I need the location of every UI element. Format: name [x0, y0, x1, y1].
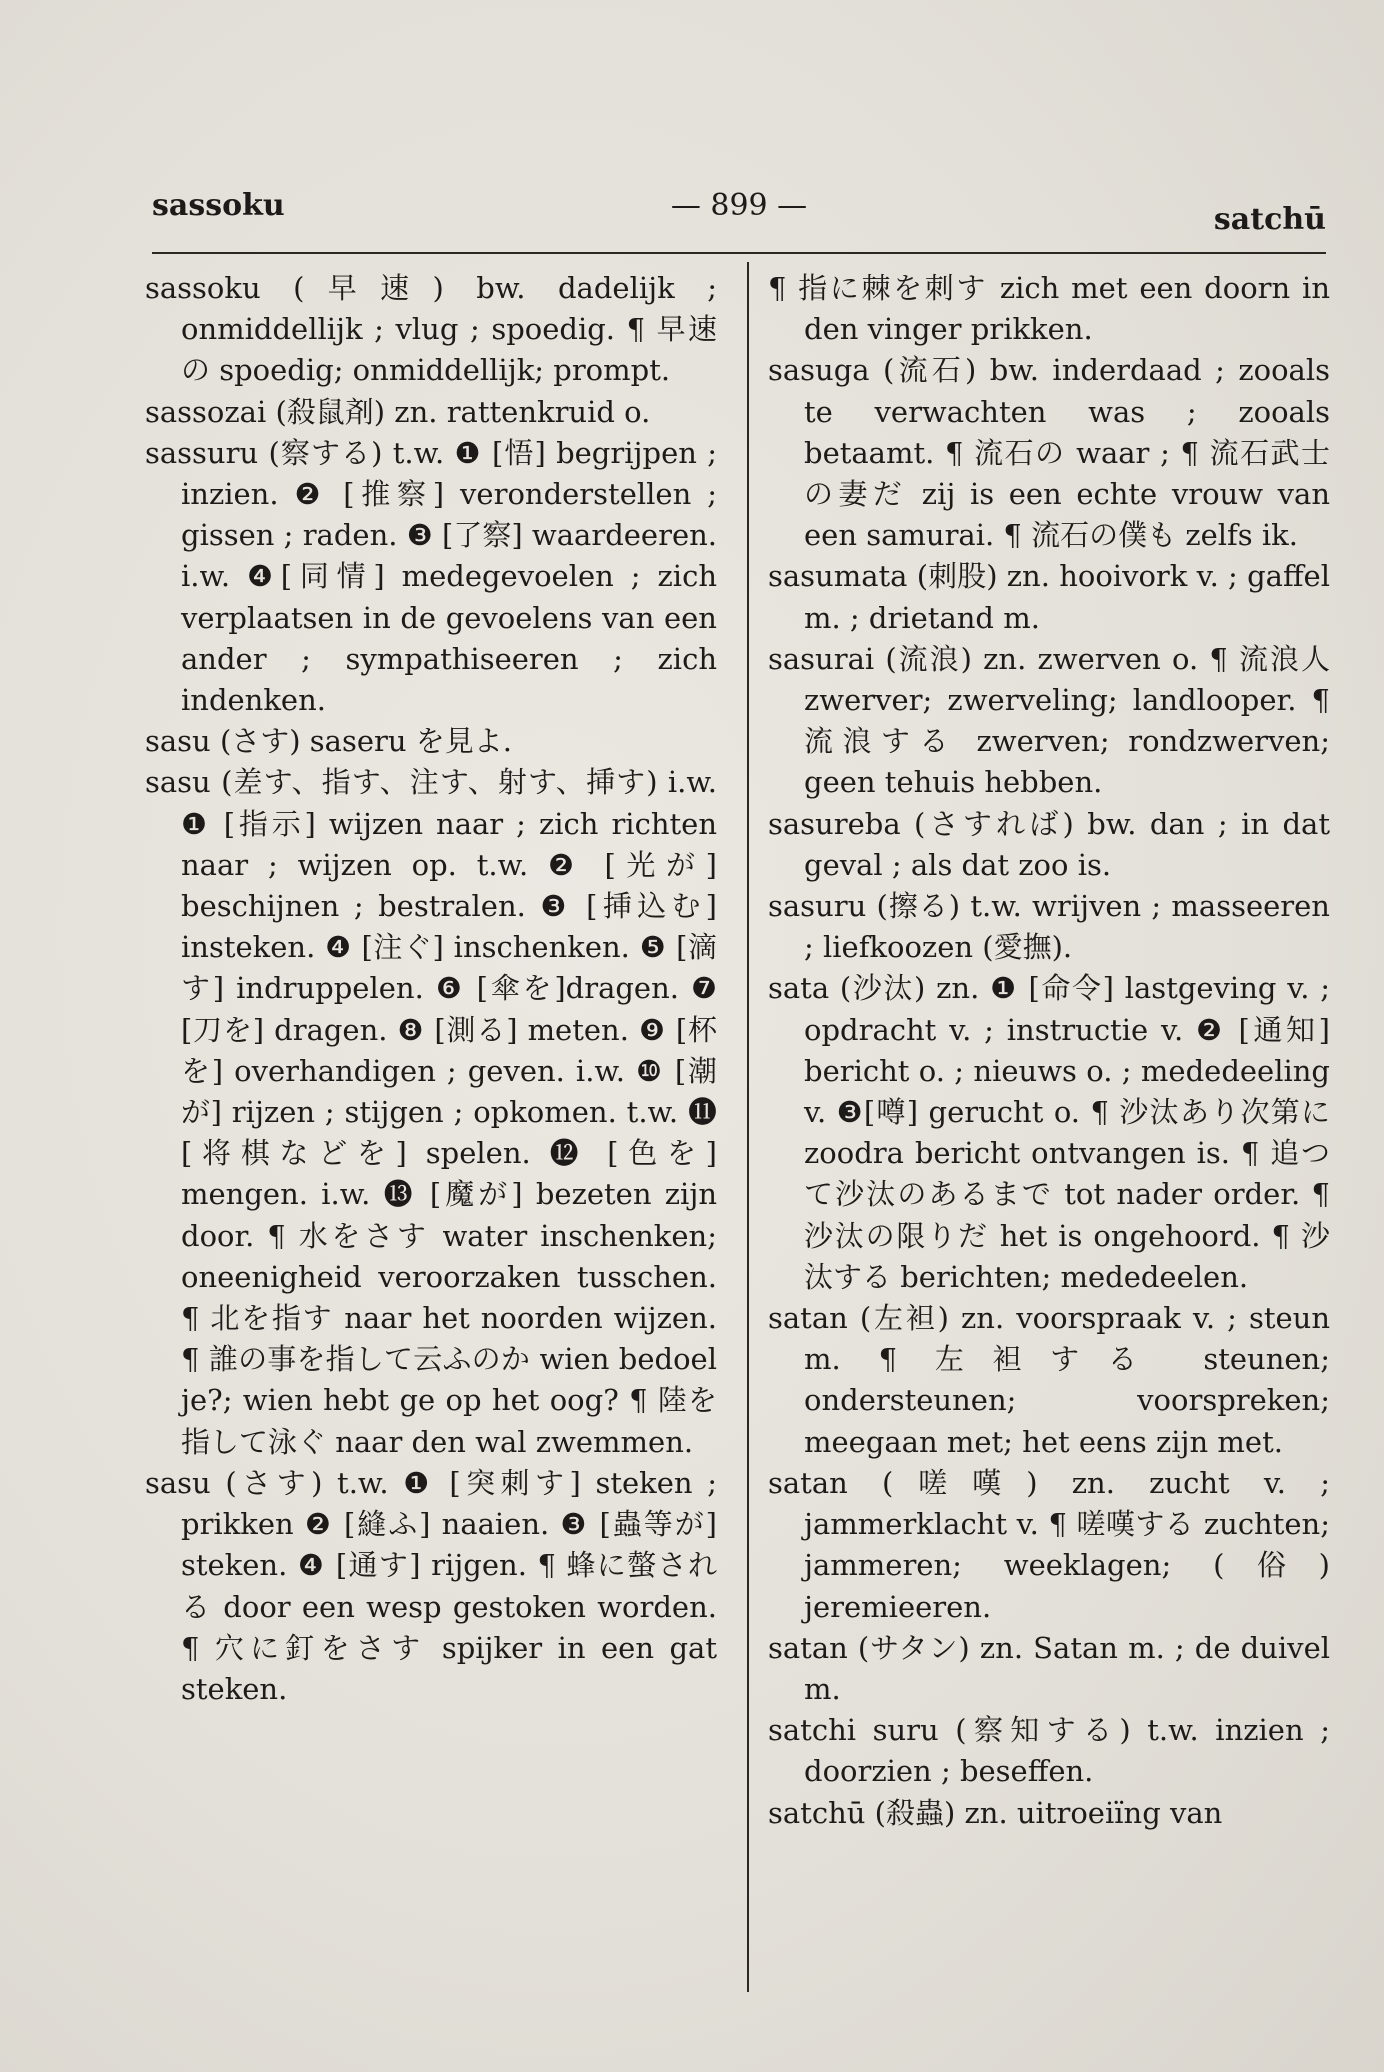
left-guide-word: sassoku: [152, 188, 285, 223]
right-guide-word: satchū: [1213, 202, 1326, 237]
left-column: [145, 268, 717, 1710]
right-column: [768, 268, 1330, 1834]
dictionary-entry: satchi suru (察知する) t.w. inzien ; doorzien ; beseffen.: [768, 1713, 1330, 1789]
dictionary-entry: satan (サタン) zn. Satan m. ; de duivel m.: [768, 1630, 1330, 1706]
dictionary-entry-continued: ¶ 指に棘を刺す zich met een doorn in den vinger prikken.: [768, 271, 1330, 347]
dictionary-entry: sassuru (察する) t.w. ❶ [悟] begrijpen ; inzien. ❷ [推察] veronderstellen ; gissen ; raden. ❸ [了察] waardeeren. i.w. ❹[同情] medegevoelen ; zich verplaatsen in de gevoelens van een ander ; sympathiseeren ; zich indenken.: [145, 435, 717, 718]
dictionary-entry: satan (左袒) zn. voorspraak v. ; steun m. ¶ 左袒する steunen; ondersteunen; voorspreken; meegaan met; het eens zijn met.: [768, 1301, 1330, 1459]
column-divider: [747, 262, 749, 1992]
running-head: [152, 188, 1326, 238]
dictionary-entry: sasuga (流石) bw. inderdaad ; zooals te verwachten was ; zooals betaamt. ¶ 流石の waar ; ¶ 流石武士の妻だ zij is een echte vrouw van een samurai. ¶ 流石の僕も zelfs ik.: [768, 353, 1330, 553]
dictionary-entry: sassozai (殺鼠剤) zn. rattenkruid o.: [145, 394, 651, 429]
dictionary-entry: sasuru (擦る) t.w. wrijven ; masseeren ; liefkoozen (愛撫).: [768, 889, 1330, 965]
dictionary-entry: sata (沙汰) zn. ❶ [命令] lastgeving v. ; opdracht v. ; instructie v. ❷ [通知] bericht o. ; nieuws o. ; mededeeling v. ❸[噂] gerucht o. ¶ 沙汰あり次第に zoodra bericht ontvangen is. ¶ 追つて沙汰のあるまで tot nader order. ¶ 沙汰の限りだ het is ongehoord. ¶ 沙汰する berichten; mededeelen.: [768, 971, 1330, 1294]
page-number: — 899 —: [670, 188, 808, 223]
dictionary-entry: sasu (さす) saseru を見よ.: [145, 724, 512, 759]
dictionary-entry: satchū (殺蟲) zn. uitroeiïng van: [768, 1795, 1223, 1830]
dictionary-entry: sasu (差す、指す、注す、射す、挿す) i.w. ❶ [指示] wijzen naar ; zich richten naar ; wijzen op. t.w. ❷ [光が] beschijnen ; bestralen. ❸ [挿込む] insteken. ❹ [注ぐ] inschenken. ❺ [滴す] indruppelen. ❻ [傘を]dragen. ❼ [刀を] dragen. ❽ [測る] meten. ❾ [杯を] overhandigen ; geven. i.w. ❿ [潮が] rijzen ; stijgen ; opkomen. t.w. ⓫ [将棋などを] spelen. ⓬ [色を] mengen. i.w. ⓭ [魔が] bezeten zijn door. ¶ 水をさす water inschenken; oneenigheid veroorzaken tusschen. ¶ 北を指す naar het noorden wijzen. ¶ 誰の事を指して云ふのか wien bedoel je?; wien hebt ge op het oog? ¶ 陸を指して泳ぐ naar den wal zwemmen.: [145, 765, 717, 1459]
dictionary-entry: sasureba (さすれば) bw. dan ; in dat geval ; als dat zoo is.: [768, 806, 1330, 882]
dictionary-entry: sasurai (流浪) zn. zwerven o. ¶ 流浪人 zwerver; zwerveling; landlooper. ¶ 流浪する zwerven; rondzwerven; geen tehuis hebben.: [768, 641, 1330, 800]
dictionary-entry: satan (嗟嘆) zn. zucht v. ; jammerklacht v. ¶ 嗟嘆する zuchten; jammeren; weeklagen; (俗) jeremieeren.: [768, 1465, 1330, 1624]
dictionary-entry: sasu (さす) t.w. ❶ [突刺す] steken ; prikken ❷ [縫ふ] naaien. ❸ [蟲等が] steken. ❹ [通す] rijgen. ¶ 蜂に螫される door een wesp gestoken worden. ¶ 穴に釘をさす spijker in een gat steken.: [145, 1465, 717, 1706]
header-rule: [152, 252, 1326, 254]
dictionary-entry: sasumata (刺股) zn. hooivork v. ; gaffel m. ; drietand m.: [768, 559, 1330, 635]
dictionary-entry: sassoku (早速) bw. dadelijk ; onmiddellijk ; vlug ; spoedig. ¶ 早速の spoedig; onmiddellijk; prompt.: [145, 271, 717, 388]
